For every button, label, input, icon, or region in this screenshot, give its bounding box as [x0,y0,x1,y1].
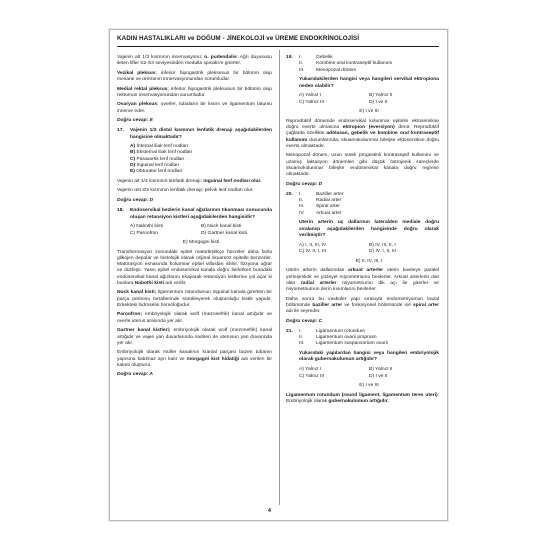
option: A) Yalnız I [299,93,322,99]
question-19-statements: 19. I. Gebelik II. Kombine oral kontraseptif kullanımı III. Menopozal dönem [286,55,393,73]
answer-line: Doğru cevap: A [117,372,153,378]
option: D) I ve II [369,99,388,105]
right-column [286,55,439,409]
header-rule [117,46,439,47]
option: E) Obturator lenf nodları [130,169,183,175]
answer-line: Doğru cevap: D [117,198,154,204]
paragraph: Ovaryan pleksus; overler, tubaların bir kısmı ve ligamentum latumu innerve eder. [117,102,272,114]
paragraph: Ligamentum rotundum (round ligament, ligamentum teres uteri): Embriyolojik olarak gubernakulumun artığıdır. [286,392,439,405]
option: C) Paraaortik lenf nodları [130,156,185,162]
paragraph: Reprodüktif dönemde endoservikal kolumnar epitelin ektoservikse doğru everte olmasına ektropion (eversiyon) denir. Reprodüktif çağlarda özellikle adölasan, gebelik ve kombine oral kontraseptif kullanımı durumlarında, skuamokolumnar bileşke ektoservikse doğru everte olmaktadır. [286,118,439,149]
question-18: 18. Endoservikal bezlerin kanal ağızlarının tıkanması sonucunda oluşan retansiyon kistleri aşağıdakilerden hangisidir? [117,208,272,220]
paragraph: Gartner kanal kistleri; embriyolojik olarak wolf (mezonefrik) kanal artığıdır ve vajen yan duvarlarında nadiren de uterusun yan duvarında yer alır. [117,328,272,346]
answer-line: Doğru cevap: D [286,181,323,187]
option: B) IV, III, II, I [369,242,396,248]
column-divider [279,50,280,505]
paragraph: Menopozal dönem, uzun süreli progestinli kontraseptif kullanımı ve uzamış laktasyon dönemleri gibi düşük östrojenik süreçlerde skuamokolumnar bileşke endoservikal kanala doğru regrese olmaktadır. [286,153,439,178]
paragraph: Embriyolojik olarak müller kanalının kranial parçası bazen tubanın yapısına katılmaz ayrı kalır ve morgagni kist hidatiği adı verilen bir kalıntı oluşturur. [117,350,273,368]
question-17: 17. Vajenin 1/3 distal kısmının lenfatik drenajı aşağıdakilerden hangisine olmaktadır? [117,128,272,140]
paragraph: Vajenin üst 2/3 kısmının lenfatik drenajı; pelvik lenf nodları olur. [117,188,254,194]
paragraph: Vezikal pleksus; inferior hipogastrik pleksusun bir bölümü olup mesane ve üretranın innervasyonundan sorumludur. [117,70,272,83]
page-number: 4 [268,508,271,514]
question-21-text: Yukarıdaki yapılardan hangisi veya hangileri embriyolojik olarak gubernakulumun artığıdır? [299,351,439,363]
question-21-statements: 21. I. Ligamentum rotundum II. Ligamentum ovarii proprium III. Ligamentum suspansorium ovarii [286,328,388,347]
answer-line: Doğru cevap: C [286,318,323,324]
option: E) II, IV, III, I [355,258,383,264]
paragraph: Vajenin alt 1/3 kısmının innervasyonu; n. pudendalis: Ağrı duyusunu ileten lifler S2-S4 seviyesinden medulla spinalis'e girerler. [117,55,272,67]
question-20-options [299,243,439,256]
option: D) İnguinal lenf nodları [130,162,180,168]
paragraph: Nuck kanal kisti; ligamentum rotundumun inguinal kanala girerken bir parça peritonu beraberinde sürükleyerek oluşturduğu kistik yapıdır. Erkekteki hidroselin homoloğudur. [117,290,272,308]
question-21-options [299,367,439,380]
paragraph: Paroofron; embriyolojik olarak wolf (mezonefrik) kanal artığıdır ve overle uterus arasında yer alır. [117,312,272,324]
question-19-text: Yukarıdakilerden hangisi veya hangileri servikal ektropiona neden olabilir? [299,77,439,89]
option: A) Yalnız I [299,367,322,373]
option: E) I ve III [359,109,379,115]
left-column [117,55,272,383]
question-20-text: Uterin arterin uç dallarının lateralden mediale doğru sıralanışı aşağıdakilerden hangisinde doğru olarak verilmiştir? [299,220,439,238]
option: C) IV, II, I, III [299,249,326,255]
option: B) Eksternal iliak lenf nodları [130,150,193,156]
option: C) Paroofron [130,230,158,236]
question-17-options [130,144,272,175]
paragraph: Uterin arterin dallarından arkuat arterler uterin kaviteye paralel yerleşimlidir ve yüzeyel miyometriumu beslerler. Arkuat arterlerin dalı olan radial arterler miyometriumu dik açı ile girerler ve miyometriumun derin kısımlarını beslerler. [286,268,440,293]
paragraph: Transformasyon zonundaki epitel matürleştikçe hücreler daha fazla glikojen depolar ve histolojik olarak orijinal skuamöz epitelle benzerler. Matürasyon esnasında kolumnar epitel villusları silinir, fizzyona uğrar ve düzleşir. Yassı epitel endoservikal kanala doğru ilerlerken buradaki endoservikal kanal ağızlarını tıkayarak retansiyon kistlerine yol açar ki bunlara Nabothi kisti adı verilir. [117,249,272,286]
option: D) IV, I, II, III [369,249,396,255]
option: C) Yalnız III [299,373,325,379]
option: A) İnternal iliak lenf nodları [130,143,189,149]
running-header: KADIN HASTALIKLARI ve DOĞUM - JİNEKOLOJİ ve ÜREME ENDOKRİNOLOJİSİ [117,35,360,42]
option: E) Morgagni kisti [182,239,220,245]
option: A) Nabothi kisti [130,223,163,229]
question-20-statements: 20. I. Baziller arter II. Radial arter III. Spiral arter IV. Arkuat arter [286,191,344,216]
option: D) I ve II [369,373,388,379]
paragraph: Medial rektal pleksus; inferior hipogastrik pleksusun bir bölümü olup rektumun innervasyonundan sorumludur. [117,86,272,98]
option: B) Yalnız II [369,93,393,99]
option: C) Yalnız III [299,99,325,105]
option: B) Nuck kanal kisti [201,223,242,229]
option: E) I ve III [359,383,379,389]
question-18-options [130,224,272,237]
option: B) Yalnız II [369,367,393,373]
answer-line: Doğru cevap: E [117,118,153,124]
paragraph: Vajenin alt 1/3 kısmının lenfatik drenajı; inguinal lenf nodları olur. [117,178,262,184]
question-19-options [299,93,439,106]
paragraph: Daha sonra bu vasküler yapı sırasıyla endometriyumun bazal bölümünde baziller arter ve fonksiyonel bölümünde ise spiral arter adı ile seyreder. [286,296,439,315]
option: D) Gartner kanal kisti [201,230,247,236]
option: A) I, II, III, IV [299,242,327,248]
